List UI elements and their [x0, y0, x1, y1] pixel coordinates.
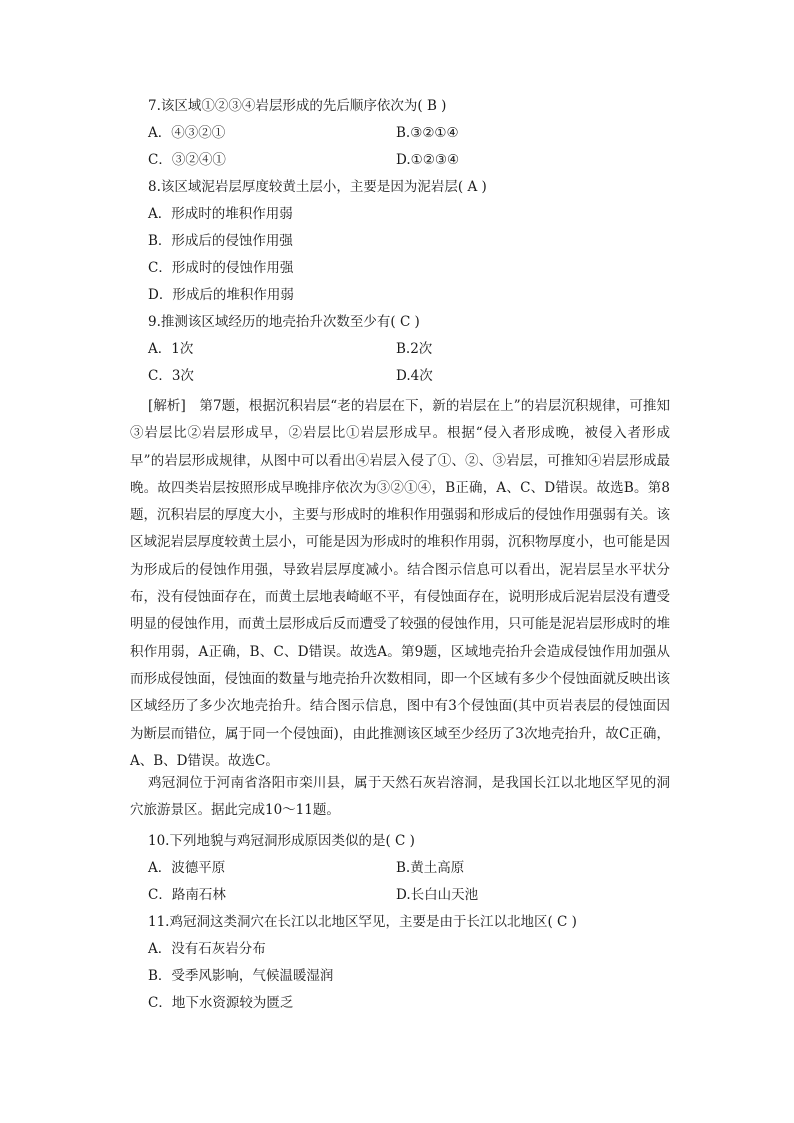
question-10-option-c: C．路南石林 [148, 887, 226, 903]
question-10-option-a: A．波德平原 [148, 860, 226, 876]
question-11-option-c: C．地下水资源较为匮乏 [148, 995, 294, 1011]
question-7-option-c: C．③②④① [148, 152, 226, 168]
question-8-stem: 8.该区域泥岩层厚度较黄土层小，主要是因为泥岩层( A ) [148, 179, 487, 195]
question-8-option-b: B．形成后的侵蚀作用强 [148, 233, 293, 249]
intro-paragraph: 鸡冠洞位于河南省洛阳市栾川县，属于天然石灰岩溶洞，是我国长江以北地区罕见的洞穴旅游景区。据此完成10～11题。 [130, 775, 670, 819]
question-7-stem: 7.该区域①②③④岩层形成的先后顺序依次为( B ) [148, 98, 447, 114]
question-7-option-d: D.①②③④ [396, 152, 460, 168]
question-7-option-a: A．④③②① [148, 125, 226, 141]
question-8-option-d: D．形成后的堆积作用弱 [148, 287, 294, 303]
question-8-option-a: A．形成时的堆积作用弱 [148, 206, 293, 222]
question-9-option-a: A．1次 [148, 341, 194, 357]
question-9-option-d: D.4次 [396, 368, 433, 384]
question-7-option-b: B.③②①④ [396, 125, 459, 141]
question-9-option-c: C．3次 [148, 368, 194, 384]
question-10-option-d: D.长白山天池 [396, 887, 479, 903]
question-11-option-b: B．受季风影响，气候温暖湿润 [148, 968, 334, 984]
analysis-paragraph: [解析] 第7题，根据沉积岩层“老的岩层在下，新的岩层在上”的岩层沉积规律，可推知③岩层比②岩层形成早，②岩层比①岩层形成早。根据“侵入者形成晚，被侵入者形成早”的岩层形成规律，从图中可以看出④岩层入侵了①、②、③岩层，可推知④岩层形成最晚。故四类岩层按照形成早晚排序依次为③②①④，B正确，A、C、D错误。故选B。第8题，沉积岩层的厚度大小，主要与形成时的堆积作用强弱和形成后的侵蚀作用强弱有关。该区域泥岩层厚度较黄土层小，可能是因为形成时的堆积作用弱，沉积物厚度小，也可能是因为形成后的侵蚀作用强，导致岩层厚度减小。结合图示信息可以看出，泥岩层呈水平状分布，没有侵蚀面存在，而黄土层地表崎岖不平，有侵蚀面存在，说明形成后泥岩层没有遭受明显的侵蚀作用，而黄土层形成后反而遭受了较强的侵蚀作用，只可能是泥岩层形成时的堆积作用弱，A正确，B、C、D错误。故选A。第9题，区域地壳抬升会造成侵蚀作用加强从而形成侵蚀面，侵蚀面的数量与地壳抬升次数相同，即一个区域有多少个侵蚀面就反映出该区域经历了多少次地壳抬升。结合图示信息，图中有3个侵蚀面(其中页岩表层的侵蚀面因为断层而错位，属于同一个侵蚀面)，由此推测该区域至少经历了3次地壳抬升，故C正确，A、B、D错误。故选C。 [130, 398, 670, 769]
question-10-stem: 10.下列地貌与鸡冠洞形成原因类似的是( C ) [148, 833, 415, 849]
question-10-option-b: B.黄土高原 [396, 860, 465, 876]
question-8-option-c: C．形成时的侵蚀作用强 [148, 260, 294, 276]
question-11-stem: 11.鸡冠洞这类洞穴在长江以北地区罕见，主要是由于长江以北地区( C ) [148, 914, 577, 930]
question-9-stem: 9.推测该区域经历的地壳抬升次数至少有( C ) [148, 314, 420, 330]
question-11-option-a: A．没有石灰岩分布 [148, 941, 266, 957]
question-9-option-b: B.2次 [396, 341, 433, 357]
